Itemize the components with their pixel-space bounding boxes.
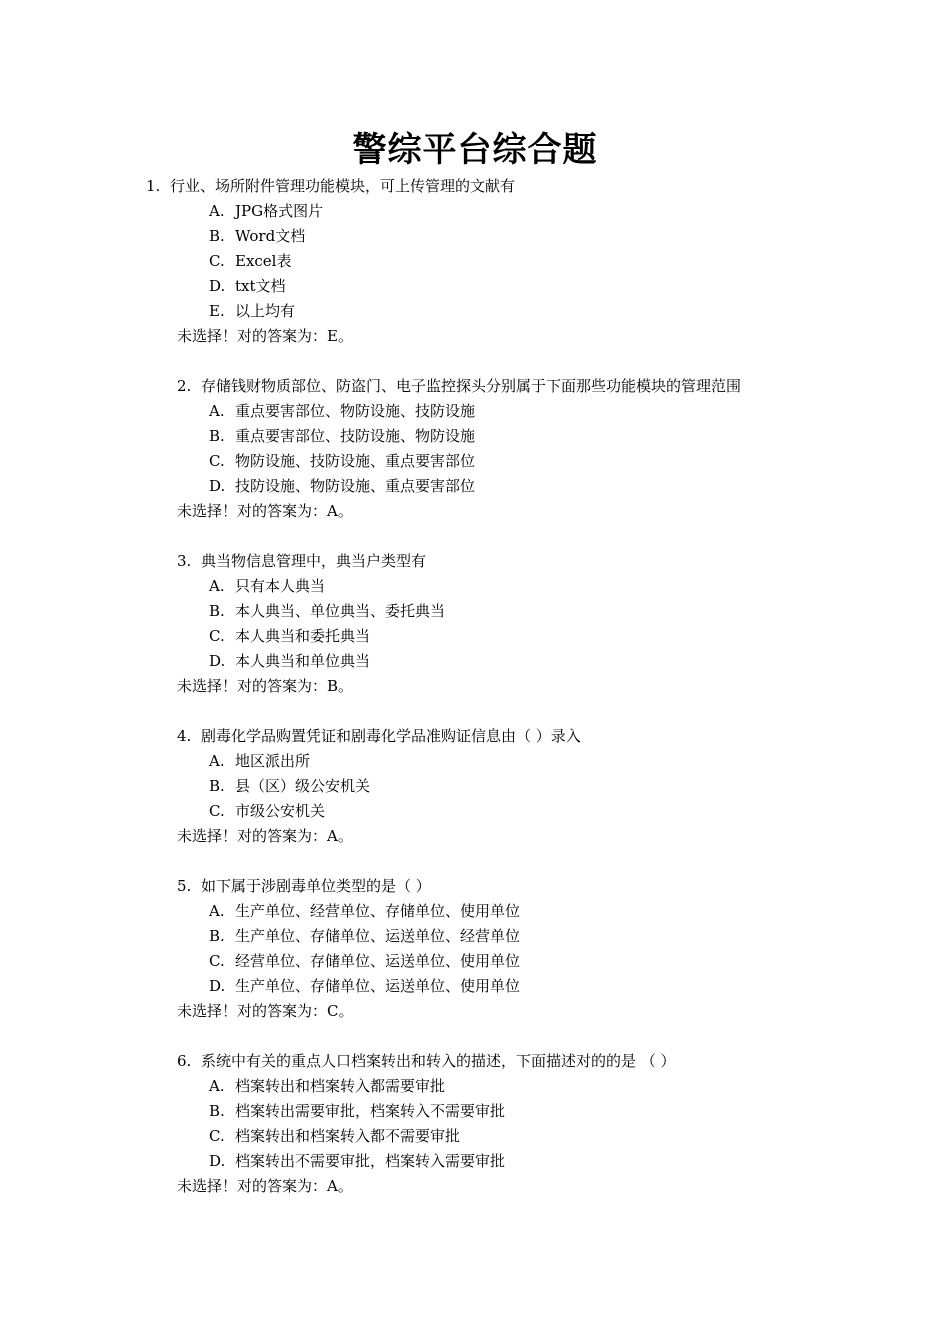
option-letter: B. xyxy=(209,1102,225,1120)
option-letter: D. xyxy=(209,477,226,495)
answer-feedback xyxy=(0,324,950,349)
question-number: 3. xyxy=(177,552,192,570)
option-letter: D. xyxy=(209,977,226,995)
answer-text: 未选择！对的答案为：A。 xyxy=(177,1177,353,1195)
question-1 xyxy=(0,174,950,349)
option-text: 档案转出需要审批，档案转入不需要审批 xyxy=(235,1102,506,1120)
question-5 xyxy=(0,874,950,1024)
question-number: 2. xyxy=(177,377,192,395)
option-b xyxy=(0,424,950,449)
question-stem xyxy=(0,549,950,574)
option-text: 生产单位、存储单位、运送单位、使用单位 xyxy=(235,977,521,995)
option-text: 只有本人典当 xyxy=(235,577,326,595)
answer-text: 未选择！对的答案为：C。 xyxy=(177,1002,354,1020)
option-letter: B. xyxy=(209,602,225,620)
option-text: 地区派出所 xyxy=(235,752,311,770)
option-text: 市级公安机关 xyxy=(235,802,326,820)
question-text: 如下属于涉剧毒单位类型的是（ ） xyxy=(201,877,431,895)
option-text: Excel表 xyxy=(235,252,292,270)
option-letter: C. xyxy=(209,252,225,270)
question-number: 4. xyxy=(177,727,192,745)
option-b xyxy=(0,1099,950,1124)
question-stem xyxy=(0,874,950,899)
option-text: 本人典当和委托典当 xyxy=(235,627,371,645)
option-a xyxy=(0,749,950,774)
option-letter: A. xyxy=(209,1077,225,1095)
option-a xyxy=(0,199,950,224)
question-number: 6. xyxy=(177,1052,192,1070)
option-d xyxy=(0,1149,950,1174)
question-stem xyxy=(0,174,950,199)
question-2 xyxy=(0,374,950,524)
option-text: 物防设施、技防设施、重点要害部位 xyxy=(235,452,476,470)
option-letter: D. xyxy=(209,1152,226,1170)
question-text: 存储钱财物质部位、防盗门、电子监控探头分别属于下面那些功能模块的管理范围 xyxy=(201,377,742,395)
option-text: 本人典当、单位典当、委托典当 xyxy=(235,602,446,620)
option-text: 本人典当和单位典当 xyxy=(235,652,371,670)
answer-text: 未选择！对的答案为：A。 xyxy=(177,502,353,520)
question-6 xyxy=(0,1049,950,1199)
answer-text: 未选择！对的答案为：B。 xyxy=(177,677,354,695)
option-letter: B. xyxy=(209,777,225,795)
option-d xyxy=(0,474,950,499)
option-b xyxy=(0,224,950,249)
question-stem xyxy=(0,724,950,749)
option-text: 档案转出和档案转入都需要审批 xyxy=(235,1077,446,1095)
question-list xyxy=(0,174,950,1224)
page-title: 警综平台综合题 xyxy=(352,130,598,170)
option-letter: B. xyxy=(209,227,225,245)
answer-feedback xyxy=(0,674,950,699)
option-text: 以上均有 xyxy=(235,302,296,320)
option-c xyxy=(0,799,950,824)
option-d xyxy=(0,649,950,674)
question-text: 行业、场所附件管理功能模块，可上传管理的文献有 xyxy=(170,177,516,195)
option-text: Word文档 xyxy=(235,227,306,245)
option-letter: C. xyxy=(209,627,225,645)
question-text: 系统中有关的重点人口档案转出和转入的描述，下面描述对的的是 （ ） xyxy=(201,1052,676,1070)
option-b xyxy=(0,774,950,799)
option-letter: D. xyxy=(209,277,226,295)
answer-feedback xyxy=(0,824,950,849)
answer-text: 未选择！对的答案为：A。 xyxy=(177,827,353,845)
option-text: 档案转出和档案转入都不需要审批 xyxy=(235,1127,461,1145)
answer-text: 未选择！对的答案为：E。 xyxy=(177,327,353,345)
option-text: 重点要害部位、技防设施、物防设施 xyxy=(235,427,476,445)
option-letter: C. xyxy=(209,802,225,820)
option-a xyxy=(0,1074,950,1099)
option-a xyxy=(0,574,950,599)
option-c xyxy=(0,949,950,974)
option-text: 重点要害部位、物防设施、技防设施 xyxy=(235,402,476,420)
answer-feedback xyxy=(0,499,950,524)
option-a xyxy=(0,899,950,924)
option-c xyxy=(0,249,950,274)
option-d xyxy=(0,974,950,999)
option-c xyxy=(0,624,950,649)
option-a xyxy=(0,399,950,424)
question-number: 5. xyxy=(177,877,192,895)
option-letter: A. xyxy=(209,402,225,420)
option-letter: C. xyxy=(209,452,225,470)
option-b xyxy=(0,924,950,949)
option-letter: B. xyxy=(209,427,225,445)
option-text: 生产单位、经营单位、存储单位、使用单位 xyxy=(235,902,521,920)
option-b xyxy=(0,599,950,624)
option-e xyxy=(0,299,950,324)
option-text: JPG格式图片 xyxy=(235,202,324,220)
option-letter: A. xyxy=(209,902,225,920)
question-text: 典当物信息管理中，典当户类型有 xyxy=(201,552,427,570)
option-c xyxy=(0,449,950,474)
option-letter: B. xyxy=(209,927,225,945)
question-stem xyxy=(0,1049,950,1074)
question-text: 剧毒化学品购置凭证和剧毒化学品准购证信息由（ ）录入 xyxy=(201,727,581,745)
option-letter: A. xyxy=(209,577,225,595)
question-number: 1. xyxy=(146,177,161,195)
option-text: 经营单位、存储单位、运送单位、使用单位 xyxy=(235,952,521,970)
option-text: 档案转出不需要审批，档案转入需要审批 xyxy=(235,1152,506,1170)
option-text: 技防设施、物防设施、重点要害部位 xyxy=(235,477,476,495)
option-text: 县（区）级公安机关 xyxy=(235,777,371,795)
question-3 xyxy=(0,549,950,699)
option-letter: A. xyxy=(209,202,225,220)
option-c xyxy=(0,1124,950,1149)
option-letter: E. xyxy=(209,302,225,320)
option-text: 生产单位、存储单位、运送单位、经营单位 xyxy=(235,927,521,945)
answer-feedback xyxy=(0,999,950,1024)
option-letter: C. xyxy=(209,1127,225,1145)
option-letter: A. xyxy=(209,752,225,770)
answer-feedback xyxy=(0,1174,950,1199)
option-text: txt文档 xyxy=(235,277,286,295)
question-stem xyxy=(0,374,950,399)
question-4 xyxy=(0,724,950,849)
option-letter: C. xyxy=(209,952,225,970)
option-d xyxy=(0,274,950,299)
option-letter: D. xyxy=(209,652,226,670)
